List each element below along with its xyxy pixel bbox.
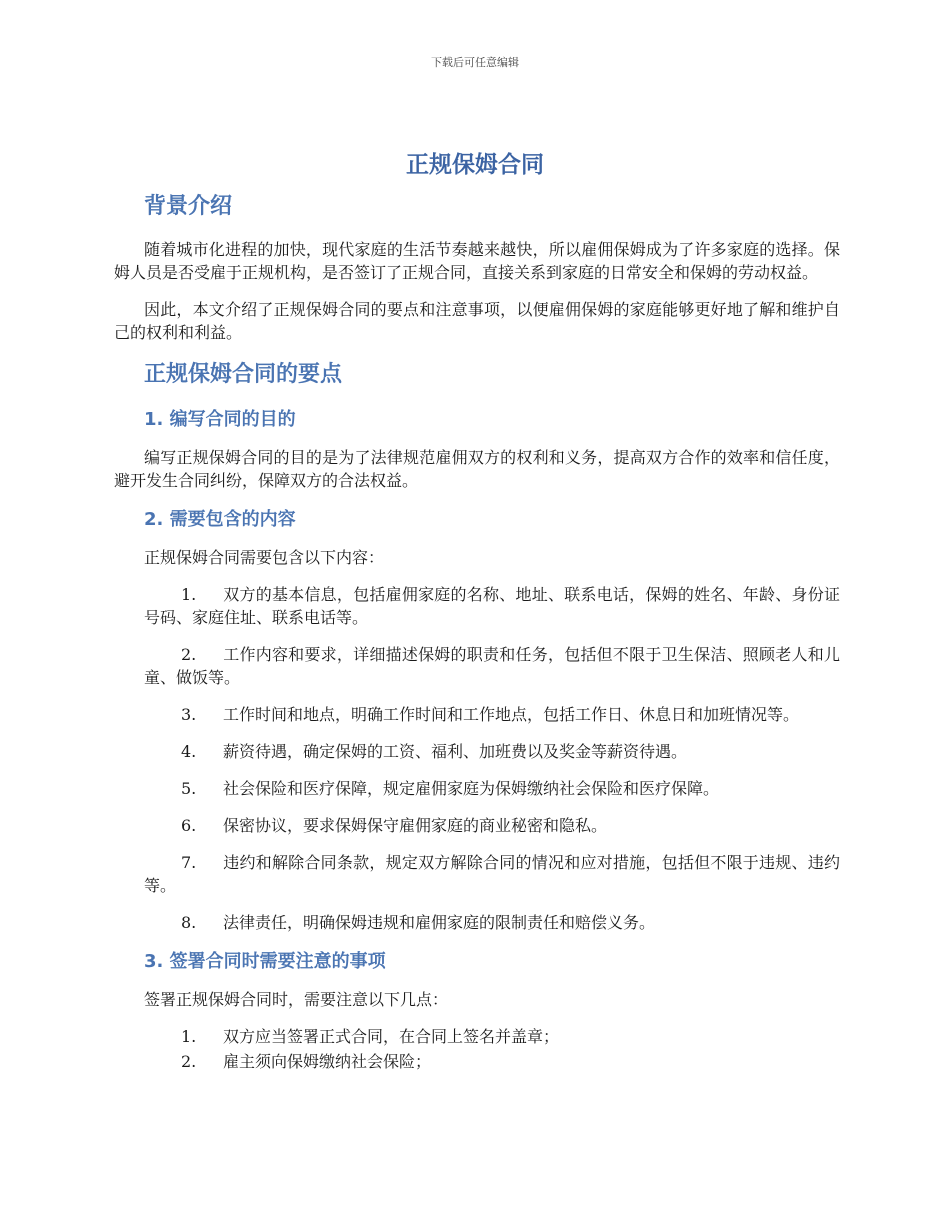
list-item bbox=[144, 583, 840, 629]
background-paragraph-2: 因此，本文介绍了正规保姆合同的要点和注意事项，以便雇佣保姆的家庭能够更好地了解和维护自己的权利和利益。 bbox=[114, 300, 840, 342]
contents-intro: 正规保姆合同需要包含以下内容： bbox=[144, 548, 385, 567]
list-item bbox=[144, 814, 840, 837]
list-item-number: 2. bbox=[181, 645, 197, 664]
list-item bbox=[144, 777, 840, 800]
list-item-number: 3. bbox=[181, 705, 197, 724]
list-item-text: 双方的基本信息，包括雇佣家庭的名称、地址、联系电话，保姆的姓名、年龄、身份证号码、家庭住址、联系电话等。 bbox=[144, 585, 840, 627]
list-item-number: 1. bbox=[181, 585, 197, 604]
page-header-note: 下载后可任意编辑 bbox=[431, 56, 519, 69]
background-paragraph-1: 随着城市化进程的加快，现代家庭的生活节奏越来越快，所以雇佣保姆成为了许多家庭的选择。保姆人员是否受雇于正规机构，是否签订了正规合同，直接关系到家庭的日常安全和保姆的劳动权益。 bbox=[114, 240, 840, 282]
list-item-text: 工作时间和地点，明确工作时间和工作地点，包括工作日、休息日和加班情况等。 bbox=[223, 705, 800, 724]
list-item bbox=[144, 1025, 840, 1048]
list-item-number: 6. bbox=[181, 816, 197, 835]
list-item-text: 工作内容和要求，详细描述保姆的职责和任务，包括但不限于卫生保洁、照顾老人和儿童、做饭等。 bbox=[144, 645, 840, 687]
list-item-text: 薪资待遇，确定保姆的工资、福利、加班费以及奖金等薪资待遇。 bbox=[223, 742, 688, 761]
subheading-purpose: 1. 编写合同的目的 bbox=[144, 409, 296, 430]
section-heading-background: 背景介绍 bbox=[144, 194, 233, 219]
list-item bbox=[144, 703, 840, 726]
list-item-number: 2. bbox=[181, 1052, 197, 1071]
list-item-number: 1. bbox=[181, 1027, 197, 1046]
signing-intro: 签署正规保姆合同时，需要注意以下几点： bbox=[144, 990, 449, 1009]
list-item-number: 7. bbox=[181, 853, 197, 872]
list-item bbox=[144, 740, 840, 763]
list-item bbox=[144, 851, 840, 897]
document-body bbox=[114, 190, 840, 1087]
list-item-text: 法律责任，明确保姆违规和雇佣家庭的限制责任和赔偿义务。 bbox=[223, 913, 656, 932]
list-item-number: 4. bbox=[181, 742, 197, 761]
list-item-text: 保密协议，要求保姆保守雇佣家庭的商业秘密和隐私。 bbox=[223, 816, 608, 835]
list-item bbox=[144, 911, 840, 934]
purpose-paragraph: 编写正规保姆合同的目的是为了法律规范雇佣双方的权利和义务，提高双方合作的效率和信任度，避开发生合同纠纷，保障双方的合法权益。 bbox=[114, 448, 840, 490]
list-item bbox=[144, 643, 840, 689]
contents-list bbox=[114, 583, 840, 934]
signing-list bbox=[114, 1025, 840, 1073]
list-item-text: 雇主须向保姆缴纳社会保险； bbox=[223, 1052, 432, 1071]
document-title: 正规保姆合同 bbox=[406, 152, 544, 178]
subheading-signing-notes: 3. 签署合同时需要注意的事项 bbox=[144, 951, 386, 972]
list-item-number: 8. bbox=[181, 913, 197, 932]
subheading-contents: 2. 需要包含的内容 bbox=[144, 509, 296, 530]
list-item-number: 5. bbox=[181, 779, 197, 798]
list-item-text: 社会保险和医疗保障，规定雇佣家庭为保姆缴纳社会保险和医疗保障。 bbox=[223, 779, 720, 798]
section-heading-key-points: 正规保姆合同的要点 bbox=[144, 362, 343, 387]
list-item-text: 违约和解除合同条款，规定双方解除合同的情况和应对措施，包括但不限于违规、违约等。 bbox=[144, 853, 840, 895]
list-item-text: 双方应当签署正式合同，在合同上签名并盖章； bbox=[223, 1027, 560, 1046]
list-item bbox=[144, 1050, 840, 1073]
